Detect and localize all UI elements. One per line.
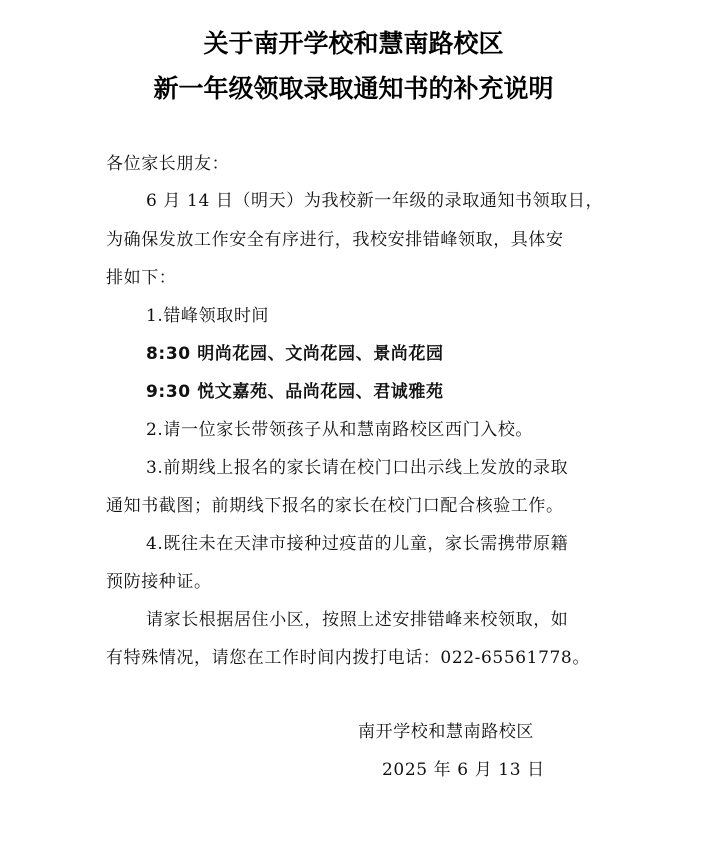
closing-line-2: 有特殊情况，请您在工作时间内拨打电话：022-65561778。 <box>106 648 590 668</box>
time-slot-2: 9:30 悦文嘉苑、品尚花园、君诚雅苑 <box>146 382 444 402</box>
document-title-line-1: 关于南开学校和慧南路校区 <box>203 29 504 58</box>
item-4-line-2: 预防接种证。 <box>106 572 212 592</box>
greeting: 各位家长朋友： <box>106 154 230 174</box>
item-2: 2.请一位家长带领孩子从和慧南路校区西门入校。 <box>146 420 534 440</box>
closing-line-1: 请家长根据居住小区，按照上述安排错峰来校领取，如 <box>146 610 569 630</box>
paragraph-1-line-2: 为确保发放工作安全有序进行，我校安排错峰领取，具体安 <box>106 230 564 250</box>
item-1-heading: 1.错峰领取时间 <box>146 306 270 326</box>
signature-date: 2025 年 6 月 13 日 <box>382 760 545 780</box>
item-3-line-2: 通知书截图；前期线下报名的家长在校门口配合核验工作。 <box>106 496 564 516</box>
time-slot-1: 8:30 明尚花园、文尚花园、景尚花园 <box>146 344 444 364</box>
paragraph-1-line-1: 6 月 14 日（明天）为我校新一年级的录取通知书领取日， <box>146 191 604 211</box>
item-3-line-1: 3.前期线上报名的家长请在校门口出示线上发放的录取 <box>146 458 569 478</box>
item-4-line-1: 4.既往未在天津市接种过疫苗的儿童，家长需携带原籍 <box>146 534 569 554</box>
paragraph-1-line-3: 排如下： <box>106 268 177 288</box>
signature-organization: 南开学校和慧南路校区 <box>358 722 534 742</box>
document-title-line-2: 新一年级领取录取通知书的补充说明 <box>153 74 554 103</box>
